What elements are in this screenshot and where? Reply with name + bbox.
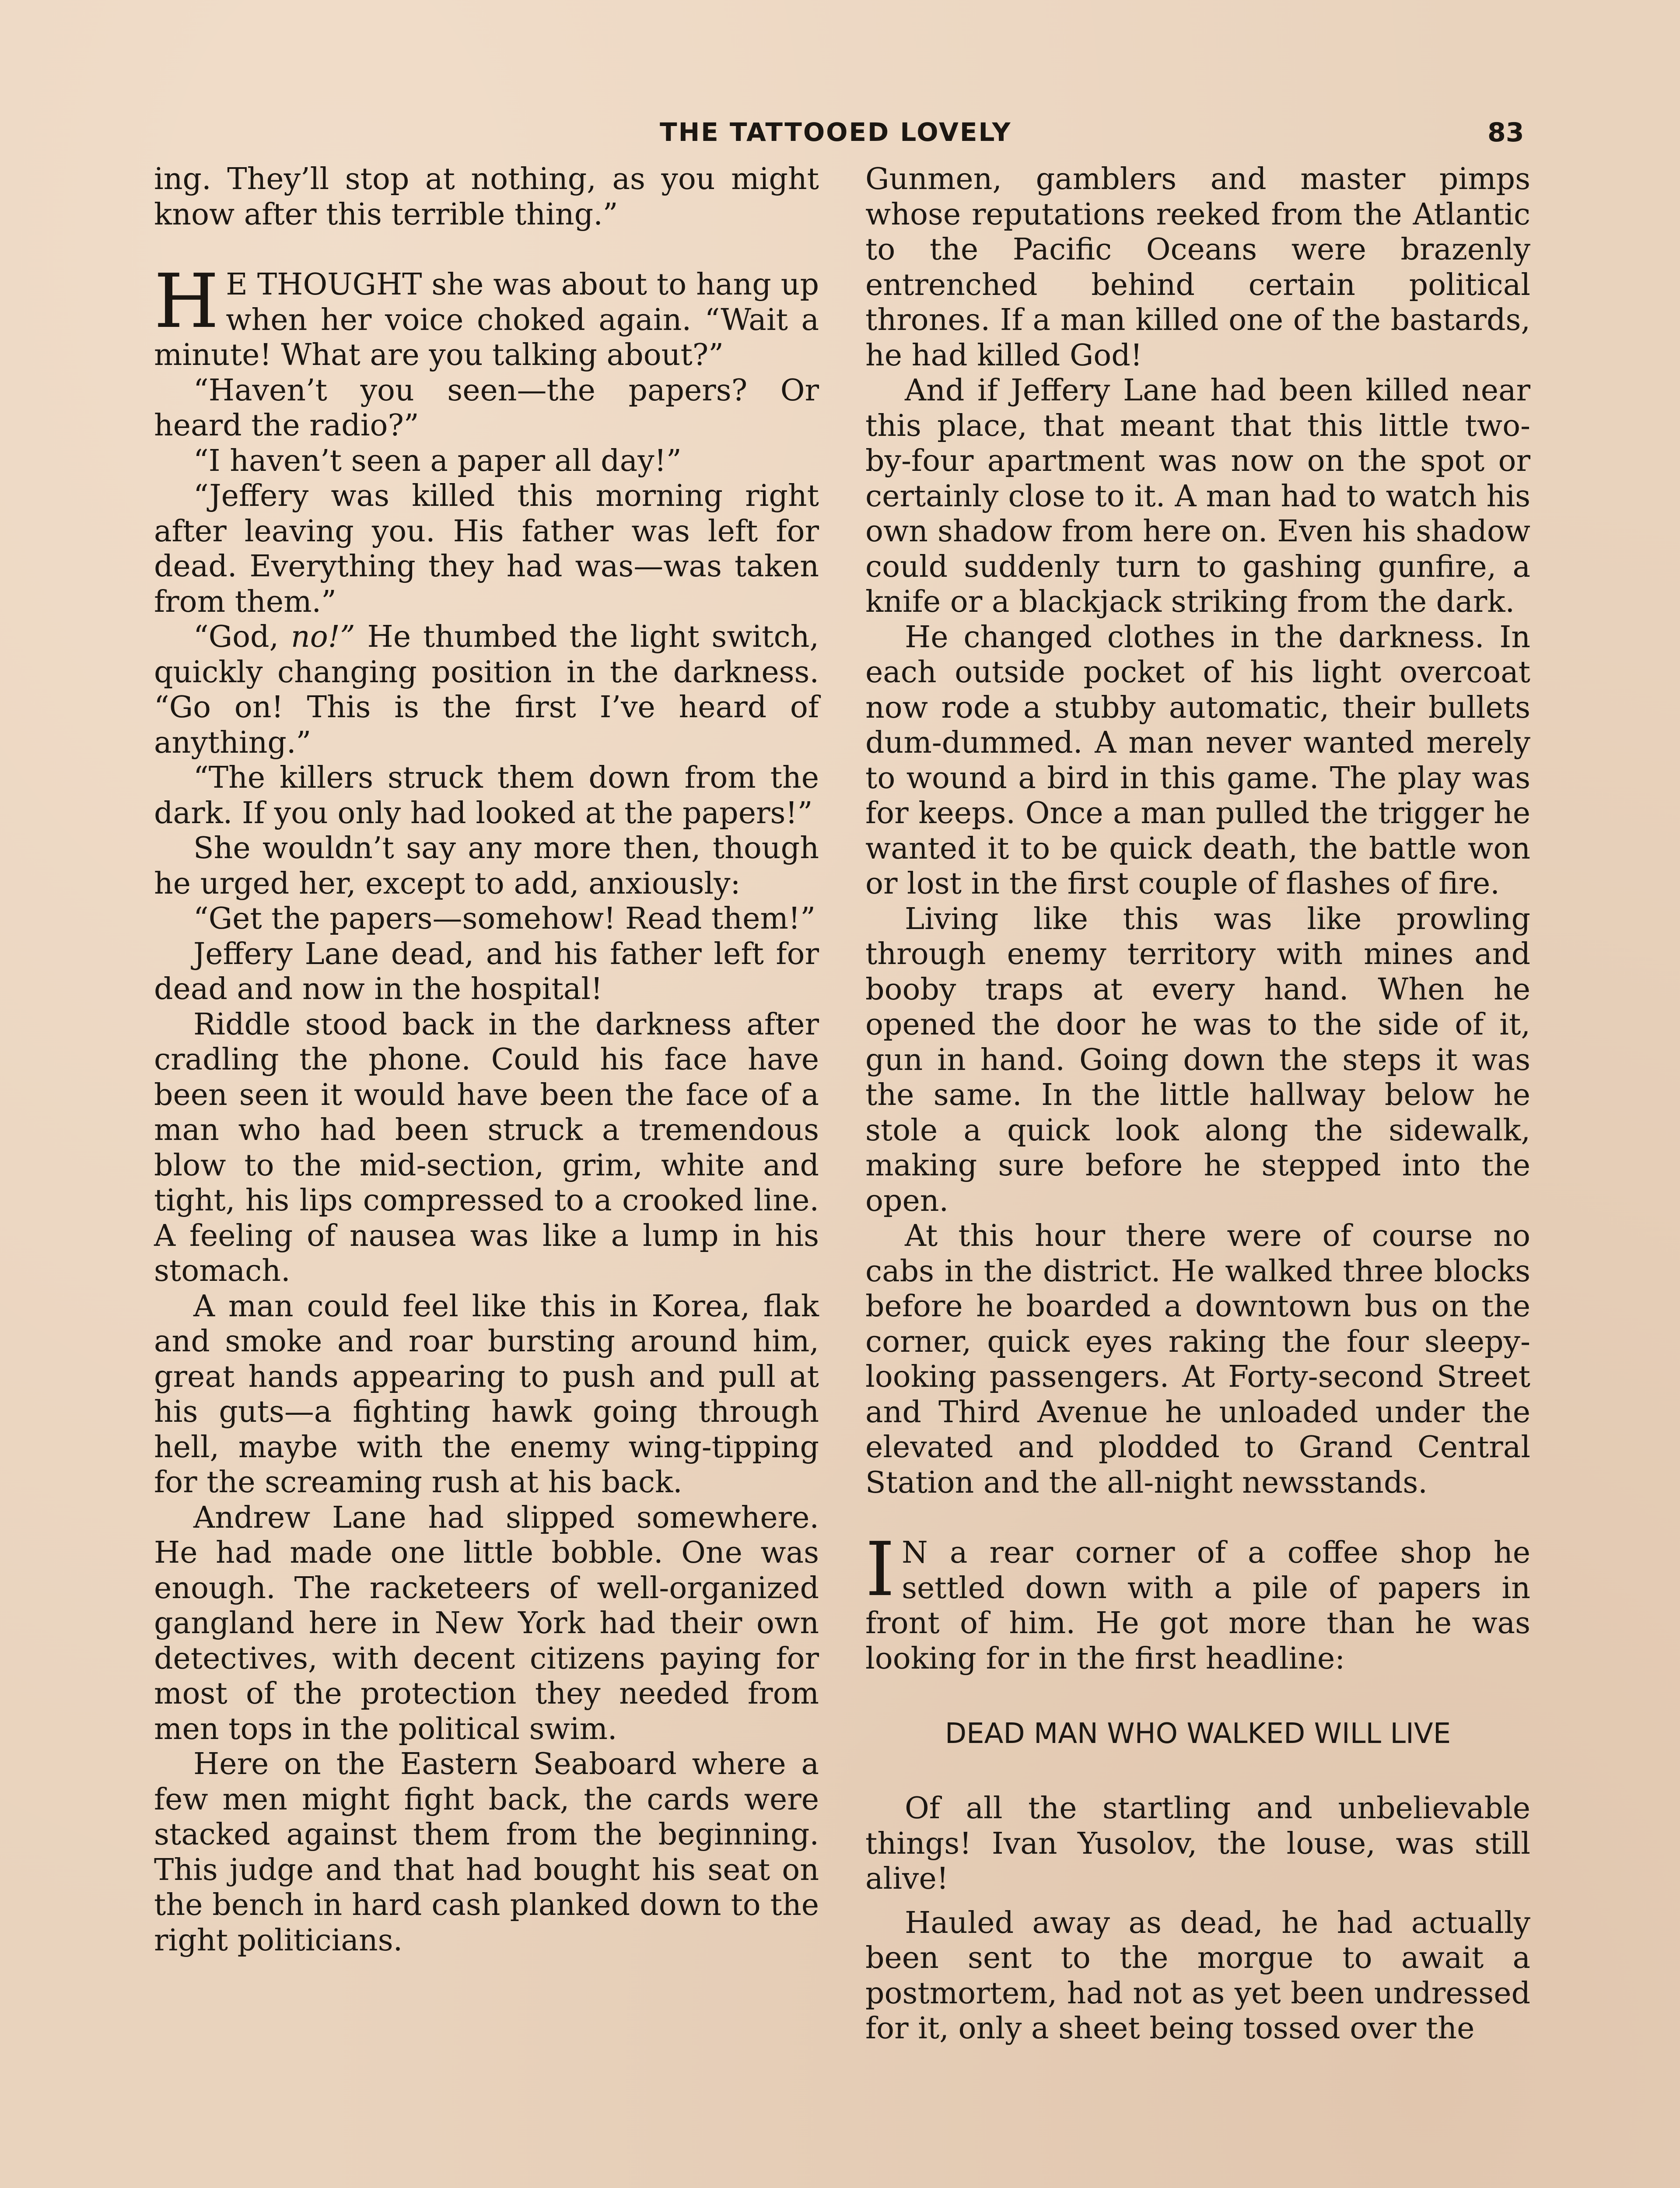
drop-cap: I [865,1526,895,1613]
paragraph: Of all the startling and unbelievable things! Ivan Yusolov, the louse, was still alive! [865,1791,1530,1896]
paragraph: ing. They’ll stop at nothing, as you might know after this terrible thing.” [154,162,819,232]
paragraph: Here on the Eastern Seaboard where a few men might fight back, the cards were stacked against them from the beginning. This judge and that had bought his seat on the bench in hard cash planked down to the right politicians. [154,1747,819,1958]
paragraph-text: “God, [193,620,291,654]
paragraph: A man could feel like this in Korea, flak and smoke and roar bursting around him, great hands appearing to push and pull at his guts—a fighting hawk going through hell, maybe with the enemy wing-tipping for the screaming rush at his back. [154,1289,819,1500]
left-column [154,162,819,1958]
paragraph: She wouldn’t say any more then, though he urged her, except to add, anxiously: [154,831,819,901]
paragraph: And if Jeffery Lane had been killed near this place, that meant that this little two-by-four apartment was now on the spot or certainly close to it. A man had to watch his own shadow from here on. Even his shadow could suddenly turn to gashing gunfire, a knife or a blackjack striking from the dark. [865,373,1530,619]
paragraph: “Get the papers—somehow! Read them!” [193,901,816,936]
paragraph-text: N a rear corner of a coffee shop he settled down with a pile of papers in front of him. He got more than he was looking for in the first headline: [865,1536,1530,1676]
paragraph-dropcap [865,1526,1530,1676]
paragraph-text: He thumbed the light switch, quickly changing position in the darkness. “Go on! This is the first I’ve heard of anything.” [154,620,819,760]
page-number: 83 [1488,117,1524,148]
paragraph: Andrew Lane had slipped somewhere. He had made one little bobble. One was enough. The racketeers of well-organized gangland here in New York had their own detectives, with decent citizens paying for most of the protection they needed from men tops in the political swim. [154,1500,819,1746]
newspaper-headline: DEAD MAN WHO WALKED WILL LIVE [945,1718,1451,1750]
paragraph: Living like this was like prowling through enemy territory with mines and booby traps at every hand. When he opened the door he was to the side of it, gun in hand. Going down the steps it was the same. In the little hallway below he stole a quick look along the sidewalk, making sure before he stepped into the open. [865,901,1530,1218]
paragraph: Riddle stood back in the darkness after cradling the phone. Could his face have been seen it would have been the face of a man who had been struck a tremendous blow to the mid-section, grim, white and tight, his lips compressed to a crooked line. A feeling of nausea was like a lump in his stomach. [154,1007,819,1288]
paragraph: At this hour there were of course no cabs in the district. He walked three blocks before he boarded a downtown bus on the corner, quick eyes raking the four sleepy-looking passengers. At Forty-second Street and Third Avenue he unloaded under the elevated and plodded to Grand Central Station and the all-night newsstands. [865,1219,1530,1500]
paragraph: “I haven’t seen a paper all day!” [193,443,682,478]
paragraph: “Jeffery was killed this morning right after leaving you. His father was left for dead. Everything they had was—was taken from them.” [154,479,819,619]
paragraph: Hauled away as dead, he had actually been sent to the morgue to await a postmortem, had not as yet been undressed for it, only a sheet being tossed over the [865,1905,1530,2046]
paragraph: Jeffery Lane dead, and his father left for dead and now in the hospital! [154,936,819,1006]
paragraph: He changed clothes in the darkness. In each outside pocket of his light overcoat now rode a stubby automatic, their bullets dum-dummed. A man never wanted merely to wound a bird in this game. The play was for keeps. Once a man pulled the trigger he wanted it to be quick death, the battle won or lost in the first couple of flashes of fire. [865,620,1530,901]
running-header: THE TATTOOED LOVELY [660,117,1012,147]
right-column [865,162,1530,2047]
paragraph-dropcap [154,258,819,373]
drop-cap: H [154,258,219,345]
emphasis-text: no!” [290,620,355,654]
paragraph: “Haven’t you seen—the papers? Or heard the radio?” [154,373,819,443]
paragraph-text: E THOUGHT she was about to hang up when her voice choked again. “Wait a minute! What are you talking about?” [154,267,819,372]
paragraph [154,620,819,761]
paragraph: Gunmen, gamblers and master pimps whose reputations reeked from the Atlantic to the Pacific Oceans were brazenly entrenched behind certain political thrones. If a man killed one of the bastards, he had killed God! [865,162,1530,373]
paragraph: “The killers struck them down from the dark. If you only had looked at the papers!” [154,761,819,831]
